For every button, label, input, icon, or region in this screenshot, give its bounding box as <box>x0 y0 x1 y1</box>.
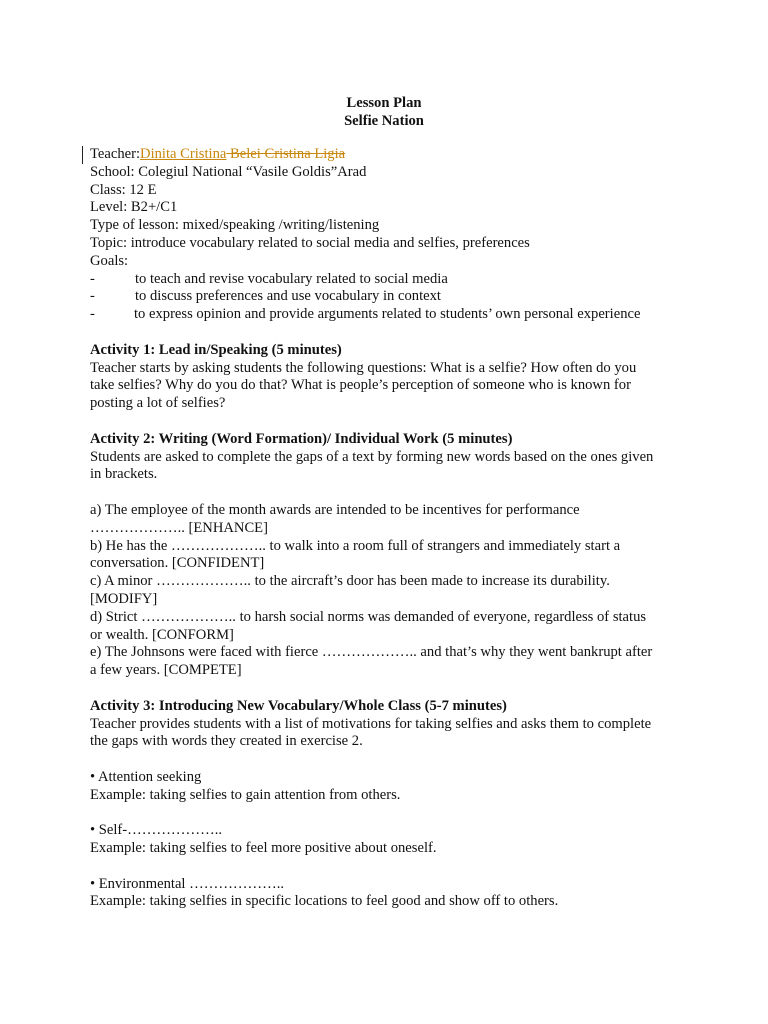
exercise-item-line: d) Strict ……………….. to harsh social norms was demanded of everyone, regardless of status <box>90 608 647 625</box>
activity2-intro-line: in brackets. <box>90 466 158 483</box>
activity2-heading: Activity 2: Writing (Word Formation)/ Individual Work (5 minutes) <box>90 430 513 447</box>
activity3-intro-line: the gaps with words they created in exercise 2. <box>90 733 363 750</box>
goal-dash: - <box>90 270 95 287</box>
exercise-item-line: a) The employee of the month awards are intended to be incentives for performance <box>90 501 580 518</box>
goal-text: to discuss preferences and use vocabulary in context <box>135 288 441 305</box>
title-block <box>0 94 768 130</box>
document-subtitle: Selfie Nation <box>344 113 424 129</box>
motivation-bullet: • Self-……………….. <box>90 822 222 839</box>
motivation-example: Example: taking selfies in specific locations to feel good and show off to others. <box>90 893 559 910</box>
goal-text: to teach and revise vocabulary related to social media <box>135 270 448 287</box>
exercise-item-line: [MODIFY] <box>90 590 158 607</box>
activity3-heading: Activity 3: Introducing New Vocabulary/Whole Class (5-7 minutes) <box>90 697 507 714</box>
exercise-item-line: e) The Johnsons were faced with fierce ……………….. and that’s why they went bankrupt after <box>90 644 653 661</box>
activity1-text-line: posting a lot of selfies? <box>90 395 226 412</box>
class-line: Class: 12 E <box>90 181 157 198</box>
activity2-intro-line: Students are asked to complete the gaps of a text by forming new words based on the ones given <box>90 448 654 465</box>
document-title: Lesson Plan <box>346 95 422 111</box>
school-line: School: Colegiul National “Vasile Goldis”Arad <box>90 163 367 180</box>
goals-label: Goals: <box>90 252 129 269</box>
spacer <box>90 413 690 431</box>
lesson-type-line: Type of lesson: mixed/speaking /writing/listening <box>90 217 380 234</box>
level-line: Level: B2+/C1 <box>90 199 178 216</box>
document-body <box>90 146 690 911</box>
goal-item <box>90 271 690 289</box>
exercise-item-line: ……………….. [ENHANCE] <box>90 519 268 536</box>
exercise-item-line: or wealth. [CONFORM] <box>90 626 234 643</box>
goal-dash: - <box>90 288 95 305</box>
exercise-item-line: conversation. [CONFIDENT] <box>90 555 265 572</box>
motivation-example: Example: taking selfies to feel more positive about oneself. <box>90 840 437 857</box>
exercise-item-line: c) A minor ……………….. to the aircraft’s door has been made to increase its durability. <box>90 573 610 590</box>
teacher-deleted-name: Belei Cristina Ligia <box>226 146 346 162</box>
spacer <box>90 751 690 769</box>
goal-text: to express opinion and provide arguments related to students’ own personal experience <box>134 306 641 323</box>
motivation-bullet: • Environmental ……………….. <box>90 875 284 892</box>
teacher-label: Teacher: <box>90 146 141 162</box>
spacer <box>90 484 690 502</box>
spacer <box>90 804 690 822</box>
spacer <box>90 680 690 698</box>
activity1-heading: Activity 1: Lead in/Speaking (5 minutes) <box>90 341 342 358</box>
motivation-bullet: • Attention seeking <box>90 768 202 785</box>
change-bar-marker <box>82 146 83 164</box>
teacher-line <box>90 146 690 164</box>
goal-dash: - <box>90 306 95 323</box>
goal-item <box>90 306 690 324</box>
teacher-inserted-name: Dinita Cristina <box>140 146 227 162</box>
topic-line: Topic: introduce vocabulary related to social media and selfies, preferences <box>90 234 530 251</box>
spacer <box>90 858 690 876</box>
activity3-intro-line: Teacher provides students with a list of motivations for taking selfies and asks them to complete <box>90 715 652 732</box>
spacer <box>90 324 690 342</box>
activity1-text-line: take selfies? Why do you do that? What is people’s perception of someone who is known for <box>90 377 631 394</box>
exercise-item-line: a few years. [COMPETE] <box>90 662 242 679</box>
exercise-item-line: b) He has the ……………….. to walk into a room full of strangers and immediately start a <box>90 537 621 554</box>
activity1-text-line: Teacher starts by asking students the following questions: What is a selfie? How often do you <box>90 359 637 376</box>
motivation-example: Example: taking selfies to gain attention from others. <box>90 786 401 803</box>
goal-item <box>90 288 690 306</box>
